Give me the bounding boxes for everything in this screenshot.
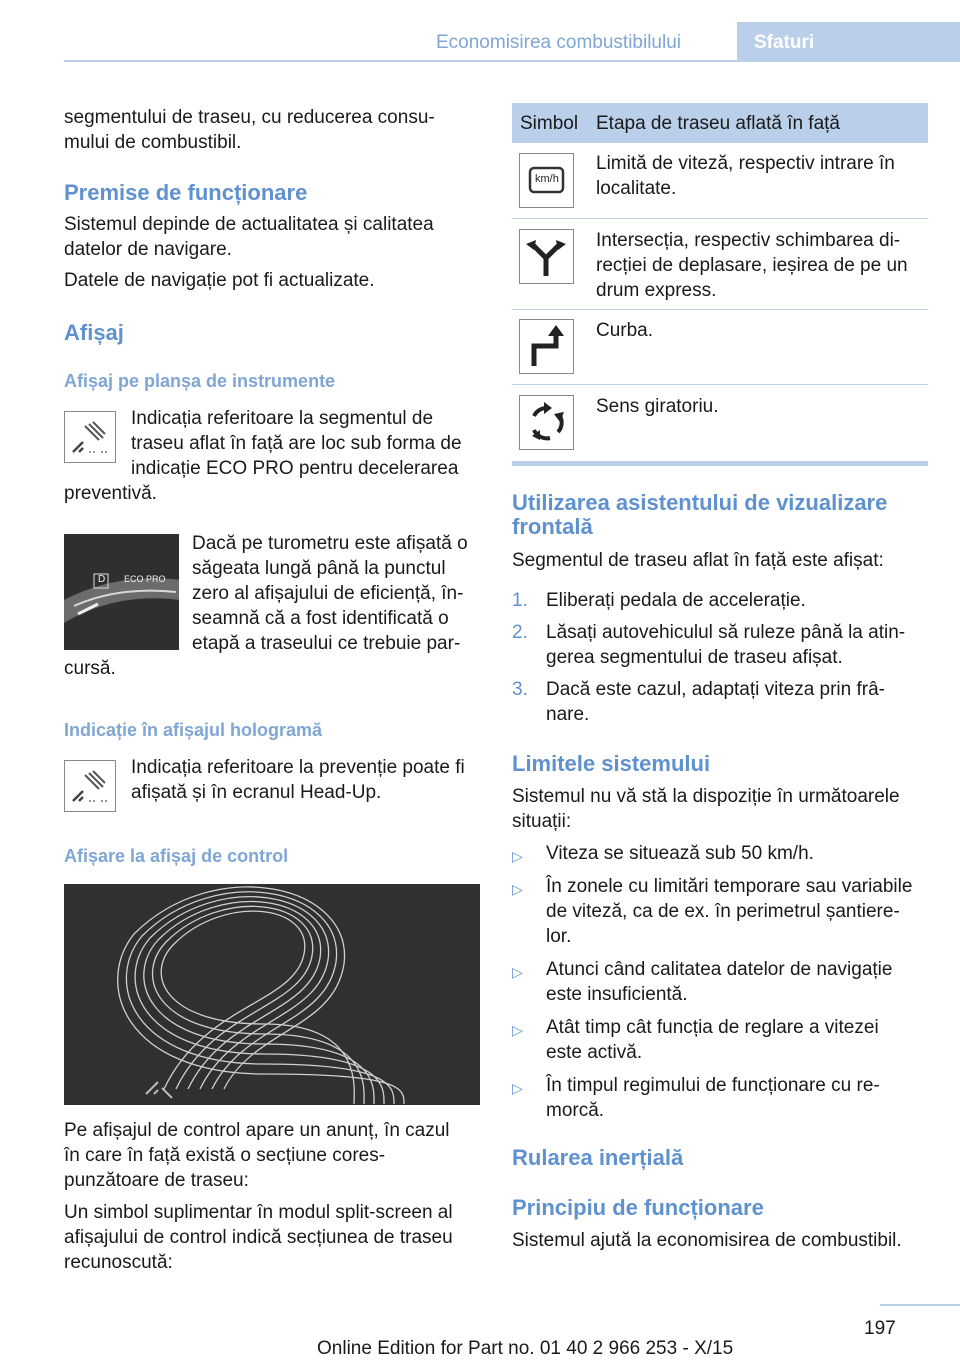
- text-line: afișajului de control indică secțiunea de traseu: [64, 1227, 453, 1248]
- text-line: zero al afișajului de eficiență, în‐: [192, 583, 464, 604]
- step-text: Lăsați autovehiculul să ruleze până la atin‐: [546, 622, 906, 643]
- bullet-text: este insuficientă.: [546, 984, 688, 1005]
- paragraph-split-screen: [64, 1200, 453, 1275]
- control-display-image: [64, 884, 480, 1105]
- edition-line: Online Edition for Part no. 01 40 2 966 253 - X/15: [317, 1338, 734, 1359]
- section-separator: [512, 461, 928, 466]
- bullet-triangle-icon: ▷: [512, 1022, 523, 1038]
- bullet-triangle-icon: ▷: [512, 1080, 523, 1096]
- bullet-triangle-icon: ▷: [512, 848, 523, 864]
- paragraph-tachometer: [192, 531, 468, 656]
- step-number: 3.: [512, 679, 528, 700]
- text-line: Sistemul depinde de actualitatea și calitatea: [64, 214, 434, 235]
- bullet-text: Atât timp cât funcția de reglare a vitezei: [546, 1017, 879, 1038]
- text-line: săgeata lungă până la punctul: [192, 558, 446, 579]
- table-row: [596, 151, 895, 201]
- step-number: 1.: [512, 590, 528, 611]
- text-line: traseu aflat în față are loc sub forma de: [131, 433, 462, 454]
- table-cell-line: drum express.: [596, 280, 717, 301]
- section-tab: [737, 22, 960, 62]
- paragraph-control-message: [64, 1118, 450, 1193]
- step-number: 2.: [512, 622, 528, 643]
- section-tab-label: Sfaturi: [754, 32, 815, 53]
- curve-icon: [519, 319, 574, 374]
- heading-line: frontală: [512, 514, 593, 539]
- heading-limite: Limitele sistemului: [512, 751, 711, 776]
- kmh-icon-text: km/h: [535, 173, 559, 185]
- text-line: afișată și în ecranul Head-Up.: [131, 782, 382, 803]
- text-line: în care în față există o secțiune cores‐: [64, 1145, 386, 1166]
- limitations-list: [512, 841, 932, 1123]
- steps-list: [512, 588, 928, 727]
- paragraph-limite: [512, 784, 900, 834]
- list-item: [512, 874, 932, 949]
- heading-control-display: Afișare la afișaj de control: [64, 846, 289, 866]
- heading-premise: Premise de funcționare: [64, 180, 308, 205]
- heading-holograma: Indicație în afișajul hologramă: [64, 720, 323, 740]
- list-item: [512, 677, 928, 727]
- paragraph-intro: [64, 105, 435, 155]
- text-line: recunoscută:: [64, 1252, 173, 1273]
- table-row: [596, 228, 908, 303]
- heading-line: Utilizarea asistentului de vizualizare: [512, 490, 888, 515]
- tachometer-eco-image: [64, 534, 179, 650]
- list-item: [512, 588, 928, 613]
- text-line: etapă a traseului ce trebuie par‐: [192, 633, 461, 654]
- list-item: [512, 841, 932, 866]
- list-item: [512, 957, 932, 1007]
- paragraph-principiu: Sistemul ajută la economisirea de combustibil.: [512, 1230, 902, 1251]
- bullet-text: În timpul regimului de funcționare cu re‐: [546, 1075, 880, 1096]
- text-line: mului de combustibil.: [64, 132, 242, 153]
- kmh-icon: [519, 153, 574, 208]
- heading-hud-assistant: [512, 491, 887, 539]
- table-row: Sens giratoriu.: [596, 396, 719, 417]
- eco-pro-deceleration-icon: [64, 411, 116, 463]
- text-line: seamnă că a fost identificată o: [192, 608, 449, 629]
- bullet-text: Atunci când calitatea datelor de navigație: [546, 959, 893, 980]
- heading-principiu: Principiu de funcționare: [512, 1195, 764, 1220]
- text-line: Pe afișajul de control apare un anunț, în cazul: [64, 1120, 450, 1141]
- step-text: Eliberați pedala de accelerație.: [546, 590, 806, 611]
- roundabout-icon: [519, 395, 574, 450]
- bullet-text: Viteza se situează sub 50 km/h.: [546, 843, 814, 864]
- row-divider: [512, 309, 928, 310]
- bullet-text: de viteză, ca de ex. în perimetrul șantiere‐: [546, 901, 900, 922]
- table-row: Curba.: [596, 320, 654, 341]
- table-header: [512, 103, 928, 143]
- paragraph-navdata: Datele de navigație pot fi actualizate.: [64, 270, 375, 291]
- text-line: Indicația referitoare la prevenție poate fi: [131, 757, 465, 778]
- text-line: situații:: [512, 811, 572, 832]
- bullet-text: este activă.: [546, 1042, 643, 1063]
- list-item: [512, 1015, 932, 1065]
- table-cell-line: Limită de viteză, respectiv intrare în: [596, 153, 895, 174]
- column-header-symbol: Simbol: [520, 113, 579, 134]
- list-item: [512, 620, 928, 670]
- row-divider: [512, 384, 928, 385]
- row-divider: [512, 218, 928, 219]
- text-line: punzătoare de traseu:: [64, 1170, 249, 1191]
- text-line: Indicația referitoare la segmentul de: [131, 408, 434, 429]
- text-line: datelor de navigare.: [64, 239, 232, 260]
- text-line: Sistemul nu vă stă la dispoziție în următoarele: [512, 786, 900, 807]
- intersection-icon: [519, 229, 574, 284]
- running-header-title: Economisirea combustibilului: [436, 32, 681, 53]
- heading-afisaj-plansa: Afișaj pe planșa de instrumente: [64, 371, 336, 391]
- bullet-triangle-icon: ▷: [512, 964, 523, 980]
- gauge-gear-label: D: [98, 574, 106, 585]
- text-line: Dacă pe turometru este afișată o: [192, 533, 468, 554]
- step-text: Dacă este cazul, adaptați viteza prin frâ‐: [546, 679, 886, 700]
- bullet-triangle-icon: ▷: [512, 881, 523, 897]
- text-line: Un simbol suplimentar în modul split-screen al: [64, 1202, 453, 1223]
- text-line: preventivă.: [64, 483, 157, 504]
- bullet-text: morcă.: [546, 1100, 605, 1121]
- table-cell-line: recției de deplasare, ieșirea de pe un: [596, 255, 908, 276]
- gauge-eco-label: ECO PRO: [124, 574, 166, 584]
- bullet-text: lor.: [546, 926, 572, 947]
- paragraph-cluster-indication: [131, 406, 462, 481]
- bullet-text: În zonele cu limitări temporare sau variabile: [546, 876, 913, 897]
- paragraph-hud-intro: Segmentul de traseu aflat în față este afișat:: [512, 550, 884, 571]
- table-cell-line: Intersecția, respectiv schimbarea di‐: [596, 230, 901, 251]
- page-number: 197: [864, 1318, 896, 1339]
- table-cell-line: localitate.: [596, 178, 677, 199]
- step-text: nare.: [546, 704, 590, 725]
- footer-rule: [880, 1304, 960, 1306]
- heading-afisaj: Afișaj: [64, 320, 124, 345]
- heading-rulare: Rularea inerțială: [512, 1145, 684, 1170]
- list-item: [512, 1073, 932, 1123]
- step-text: gerea segmentului de traseu afișat.: [546, 647, 843, 668]
- header-divider: [64, 60, 960, 62]
- text-line: indicație ECO PRO pentru decelerarea: [131, 458, 459, 479]
- column-header-stage: Etapa de traseu aflată în față: [596, 113, 841, 134]
- eco-pro-deceleration-icon: [64, 760, 116, 812]
- paragraph-hud: [131, 755, 465, 805]
- paragraph-premise: [64, 212, 434, 262]
- text-line: cursă.: [64, 658, 116, 679]
- text-line: segmentului de traseu, cu reducerea consu‐: [64, 107, 435, 128]
